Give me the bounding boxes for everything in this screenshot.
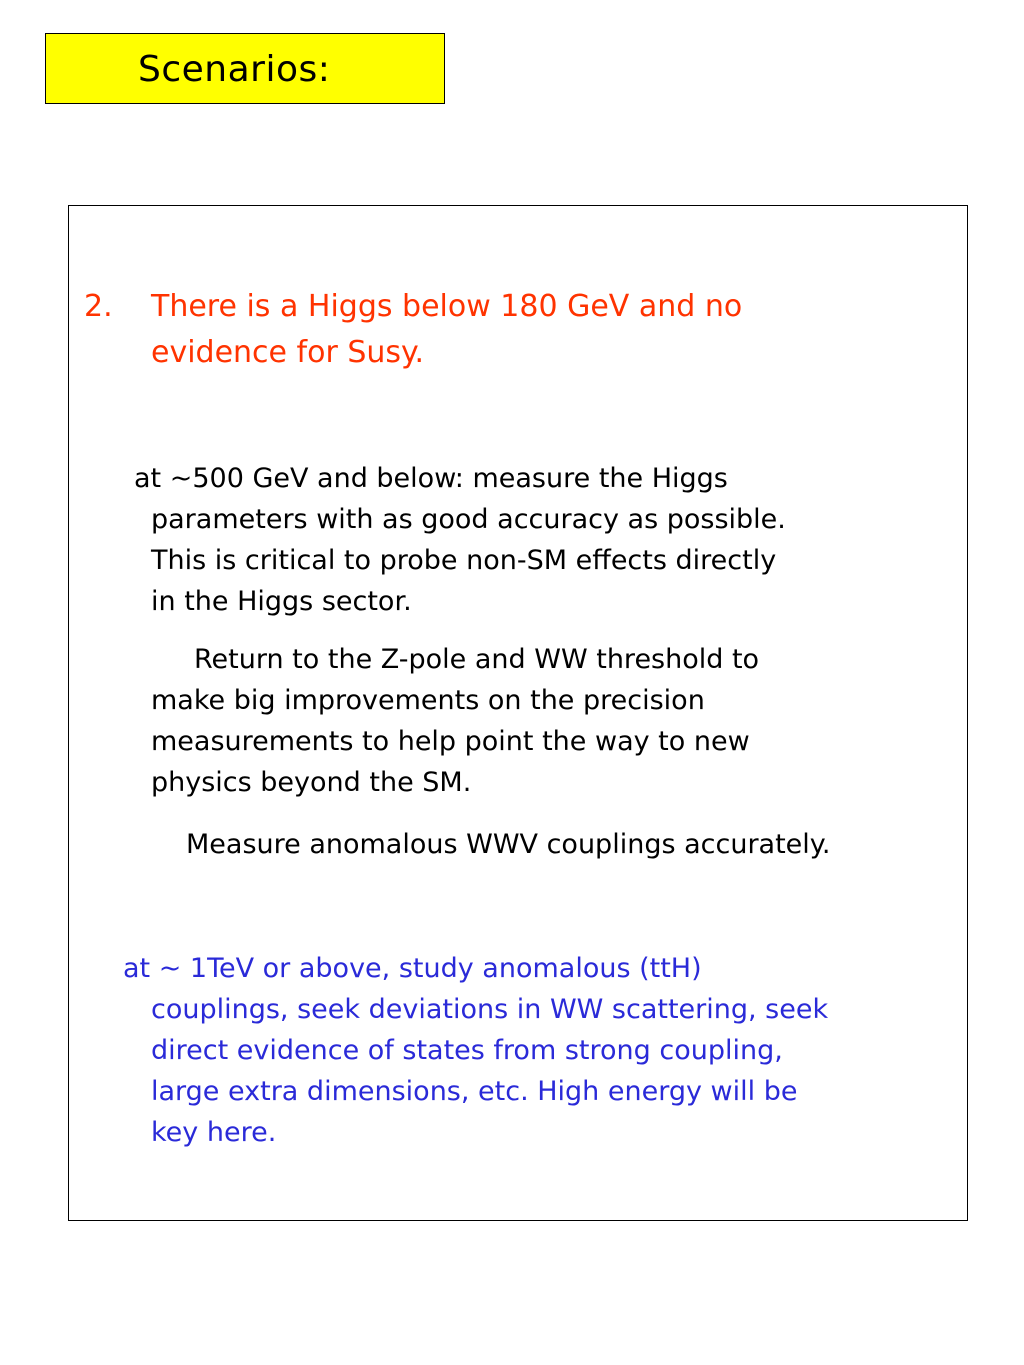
text-line: key here. bbox=[151, 1117, 277, 1148]
text-line: Return to the Z-pole and WW threshold to bbox=[194, 644, 760, 675]
content-box bbox=[68, 205, 968, 1221]
zpole-paragraph bbox=[151, 639, 759, 803]
text-line: Measure anomalous WWV couplings accurately. bbox=[186, 829, 831, 860]
scenario-number: 2. bbox=[84, 289, 113, 324]
slide-title: Scenarios: bbox=[138, 49, 331, 90]
text-line: at ~ 1TeV or above, study anomalous (ttH) bbox=[123, 953, 702, 984]
text-line: parameters with as good accuracy as possible. bbox=[151, 504, 786, 535]
text-line: at ~500 GeV and below: measure the Higgs bbox=[134, 463, 728, 494]
title-box bbox=[45, 33, 445, 104]
scenario-line-2: evidence for Susy. bbox=[151, 335, 425, 370]
low-energy-paragraph bbox=[134, 458, 786, 622]
text-line: This is critical to probe non-SM effects directly bbox=[151, 545, 777, 576]
wwv-paragraph bbox=[186, 824, 831, 865]
text-line: direct evidence of states from strong coupling, bbox=[151, 1035, 783, 1066]
text-line: in the Higgs sector. bbox=[151, 586, 412, 617]
text-line: couplings, seek deviations in WW scattering, seek bbox=[151, 994, 829, 1025]
scenario-line-1: There is a Higgs below 180 GeV and no bbox=[151, 289, 743, 324]
text-line: make big improvements on the precision bbox=[151, 685, 705, 716]
text-line: measurements to help point the way to new bbox=[151, 726, 750, 757]
text-line: physics beyond the SM. bbox=[151, 767, 472, 798]
text-line: large extra dimensions, etc. High energy will be bbox=[151, 1076, 798, 1107]
high-energy-paragraph bbox=[123, 948, 828, 1153]
